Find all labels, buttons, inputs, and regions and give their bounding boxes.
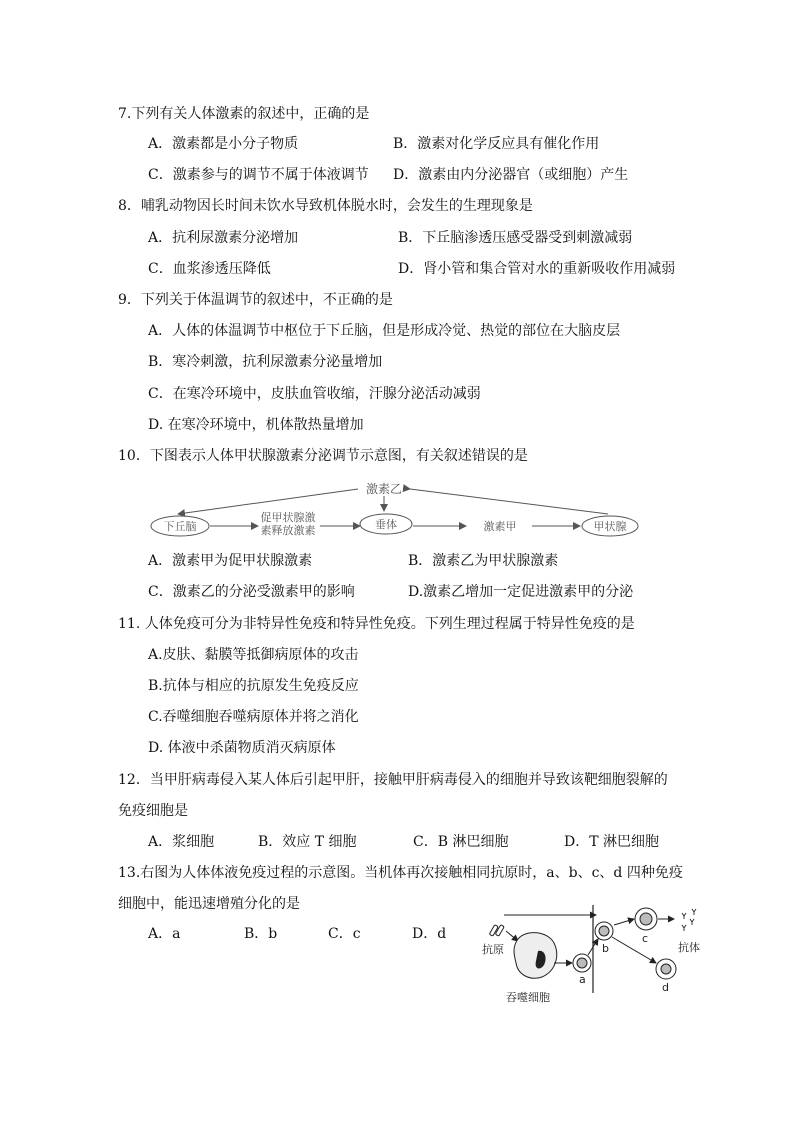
- antibody-label: 抗体: [678, 941, 700, 954]
- thyroid-label: 甲状腺: [593, 520, 627, 533]
- question-11-stem: 11. 人体免疫可分为非特异性免疫和特异性免疫。下列生理过程属于特异性免疫的是: [118, 616, 635, 632]
- antigen-label: 抗原: [482, 943, 504, 956]
- q12-option-a: A．浆细胞: [148, 834, 215, 850]
- question-9-stem: 9．下列关于体温调节的叙述中，不正确的是: [118, 292, 393, 308]
- q11-option-b: B.抗体与相应的抗原发生免疫反应: [148, 678, 359, 694]
- q11-option-d: D. 体液中杀菌物质消灭病原体: [148, 740, 336, 756]
- q10-option-b: B．激素乙为甲状腺激素: [408, 553, 559, 569]
- q7-option-c: C．激素参与的调节不属于体液调节: [148, 167, 369, 183]
- q7-option-b: B．激素对化学反应具有催化作用: [393, 136, 600, 152]
- question-12-stem: 12．当甲肝病毒侵入某人体后引起甲肝，接触甲肝病毒侵入的细胞并导致该靶细胞裂解的: [118, 772, 668, 788]
- q13-option-d: D．d: [412, 926, 447, 942]
- thyroid-regulation-diagram: [148, 478, 672, 544]
- cell-a-label: a: [579, 973, 586, 986]
- q12-option-b: B．效应 T 细胞: [258, 834, 357, 850]
- q8-option-d: D．肾小管和集合管对水的重新吸收作用减弱: [398, 261, 676, 277]
- trh-label-line2: 素释放激素: [260, 524, 316, 537]
- hormone-a-label: 激素甲: [483, 520, 517, 533]
- humoral-immunity-diagram: [478, 905, 708, 1007]
- question-13-stem-cont: 细胞中，能迅速增殖分化的是: [118, 896, 300, 912]
- q10-option-a: A．激素甲为促甲状腺激素: [148, 553, 313, 569]
- cell-c-label: c: [642, 932, 649, 945]
- hormone-b-label: 激素乙: [365, 482, 403, 496]
- q8-option-b: B．下丘脑渗透压感受器受到刺激减弱: [398, 230, 633, 246]
- antigen-icon: [489, 925, 504, 937]
- q13-option-c: C．c: [328, 926, 361, 942]
- q9-option-a: A．人体的体温调节中枢位于下丘脑，但是形成冷觉、热觉的部位在大脑皮层: [148, 323, 621, 339]
- q8-option-a: A．抗利尿激素分泌增加: [148, 230, 299, 246]
- cell-a-icon: [573, 954, 591, 972]
- q11-option-c: C.吞噬细胞吞噬病原体并将之消化: [148, 709, 359, 725]
- cell-c-icon: [635, 908, 657, 930]
- cell-d-icon: [656, 959, 676, 979]
- cell-b-label: b: [602, 942, 609, 955]
- q7-option-a: A．激素都是小分子物质: [148, 136, 299, 152]
- q9-option-b: B．寒冷刺激，抗利尿激素分泌量增加: [148, 354, 383, 370]
- phagocyte-label: 吞噬细胞: [506, 991, 550, 1004]
- trh-label-line1: 促甲状腺激: [260, 511, 316, 524]
- antibody-icon: [682, 909, 696, 931]
- question-13-stem: 13.右图为人体体液免疫过程的示意图。当机体再次接触相同抗原时，a、b、c、d 四种免疫: [118, 865, 683, 881]
- q12-option-c: C．B 淋巴细胞: [413, 834, 509, 850]
- q9-option-c: C．在寒冷环境中，皮肤血管收缩，汗腺分泌活动减弱: [148, 386, 481, 402]
- hypothalamus-label: 下丘脑: [163, 520, 197, 533]
- question-10-stem: 10．下图表示人体甲状腺激素分泌调节示意图，有关叙述错误的是: [118, 448, 528, 464]
- cell-b-icon: [595, 922, 613, 940]
- q9-option-d: D. 在寒冷环境中，机体散热量增加: [148, 417, 364, 433]
- q13-option-b: B．b: [244, 926, 278, 942]
- q13-option-a: A．a: [148, 926, 181, 942]
- q7-option-d: D．激素由内分泌器官（或细胞）产生: [393, 167, 629, 183]
- pituitary-label: 垂体: [375, 518, 397, 531]
- q10-option-c: C．激素乙的分泌受激素甲的影响: [148, 584, 355, 600]
- cell-d-label: d: [662, 981, 669, 994]
- question-7-stem: 7.下列有关人体激素的叙述中，正确的是: [118, 106, 370, 122]
- q12-option-d: D．T 淋巴细胞: [564, 834, 660, 850]
- question-12-stem-cont: 免疫细胞是: [118, 803, 188, 819]
- question-8-stem: 8．哺乳动物因长时间未饮水导致机体脱水时，会发生的生理现象是: [118, 198, 533, 214]
- phagocyte-icon: [514, 933, 557, 979]
- q8-option-c: C．血浆渗透压降低: [148, 261, 271, 277]
- q11-option-a: A.皮肤、黏膜等抵御病原体的攻击: [148, 647, 359, 663]
- q10-option-d: D.激素乙增加一定促进激素甲的分泌: [408, 584, 634, 600]
